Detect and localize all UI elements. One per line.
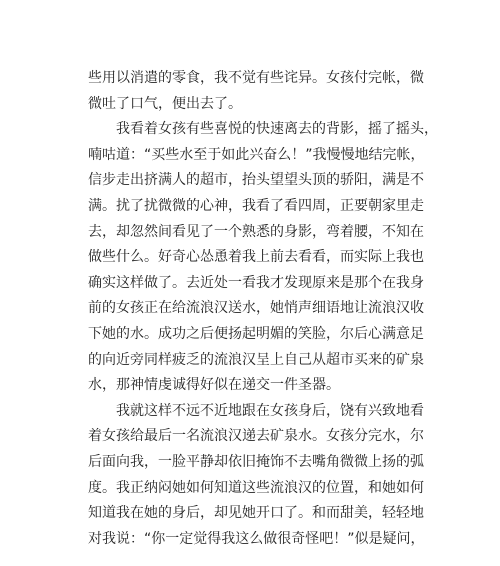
text-line: 满。扰了扰微微的心神，我看了看四周，正要朝家里走 xyxy=(88,197,424,214)
text-line: 确实这样做了。去近处一看我才发现原来是那个在我身 xyxy=(88,274,424,291)
body-text xyxy=(88,66,438,552)
text-line: 后面向我，一脸平静却依旧掩饰不去嘴角微微上扬的弧 xyxy=(88,453,424,470)
paragraph xyxy=(88,117,438,399)
text-line: 我就这样不远不近地跟在女孩身后，饶有兴致地看 xyxy=(116,402,424,419)
text-line: 着女孩给最后一名流浪汉递去矿泉水。女孩分完水，尔 xyxy=(88,428,424,445)
text-line: 前的女孩正在给流浪汉送水，她悄声细语地让流浪汉收 xyxy=(88,300,424,317)
text-line: 的向近旁同样疲乏的流浪汉呈上自己从超市买来的矿泉 xyxy=(88,351,424,368)
text-line: 些用以消遣的零食，我不觉有些诧异。女孩付完帐，微 xyxy=(88,70,424,86)
text-line: 去，却忽然间看见了一个熟悉的身影，弯着腰，不知在 xyxy=(88,223,424,240)
text-line: 微吐了口气，便出去了。 xyxy=(88,95,242,112)
text-line: 下她的水。成功之后便扬起明媚的笑脸，尔后心满意足 xyxy=(88,325,424,342)
text-line: 对我说：“你一定觉得我这么做很奇怪吧！”似是疑问， xyxy=(88,530,425,547)
text-line: 度。我正纳闷她如何知道这些流浪汉的位置，和她如何 xyxy=(88,479,424,496)
paragraph xyxy=(88,399,425,553)
text-line: 水，那神情虔诚得好似在递交一件圣器。 xyxy=(88,377,340,394)
text-line: 喃咕道：“买些水至于如此兴奋么！”我慢慢地结完帐， xyxy=(88,146,425,163)
paragraph xyxy=(88,66,424,117)
text-line: 做些什么。好奇心怂恿着我上前去看看，而实际上我也 xyxy=(88,249,424,266)
text-line: 信步走出挤满人的超市，抬头望望头顶的骄阳，满是不 xyxy=(88,172,424,189)
text-line: 知道我在她的身后，却见她开口了。和而甜美，轻轻地 xyxy=(88,505,424,522)
text-line: 我看着女孩有些喜悦的快速离去的背影，摇了摇头， xyxy=(116,121,438,138)
